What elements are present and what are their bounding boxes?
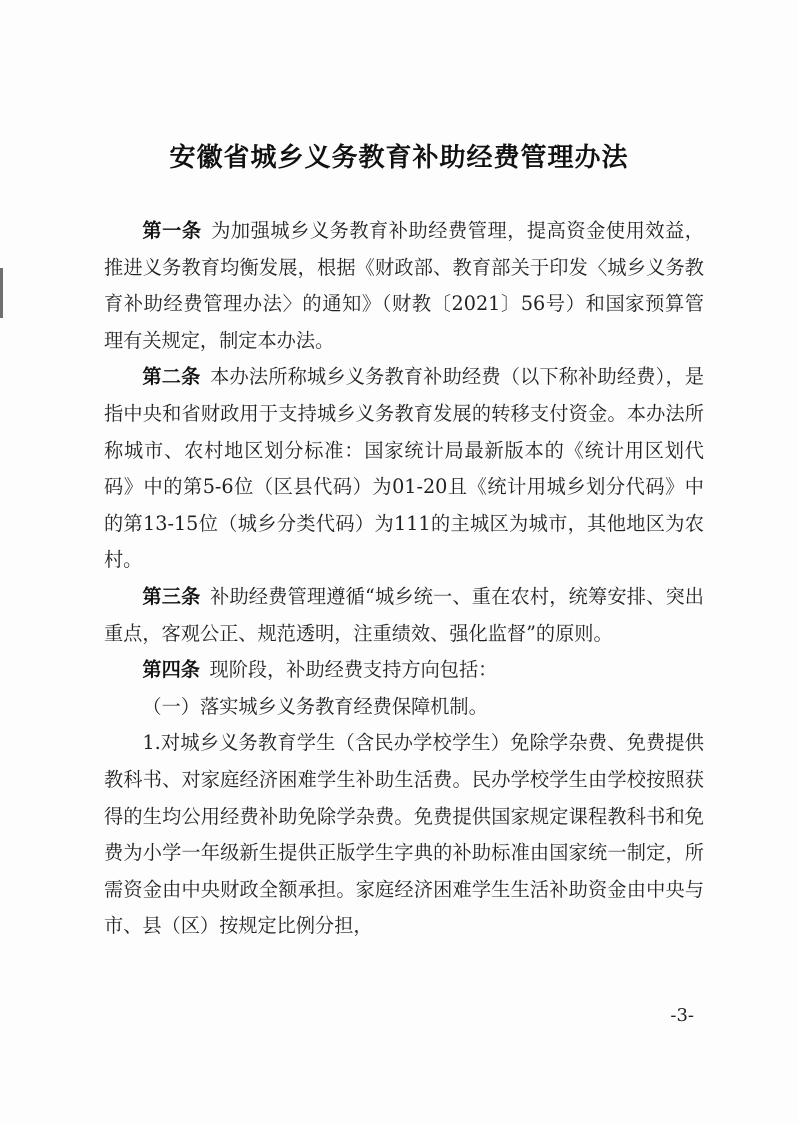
- document-body: [104, 213, 704, 945]
- scan-edge-mark: [0, 268, 3, 318]
- article-4-text: 现阶段，补助经费支持方向包括：: [209, 658, 498, 682]
- article-4: [104, 652, 704, 689]
- article-1-text: 为加强城乡义务教育补助经费管理，提高资金使用效益，推进义务教育均衡发展，根据《财政部、教育部关于印发〈城乡义务教育补助经费管理办法〉的通知》（财教〔2021〕56号）和国家预算管理有关规定，制定本办法。: [104, 219, 704, 352]
- section-1-text: （一）落实城乡义务教育经费保障机制。: [142, 694, 488, 718]
- article-2-heading: 第二条: [142, 365, 201, 389]
- article-3: [104, 579, 704, 652]
- article-3-text: 补助经费管理遵循“城乡统一、重在农村，统筹安排、突出重点，客观公正、规范透明，注重绩效、强化监督”的原则。: [104, 584, 704, 645]
- article-2: [104, 359, 704, 579]
- item-1: [104, 725, 704, 945]
- item-1-text: 1.对城乡义务教育学生（含民办学校学生）免除学杂费、免费提供教科书、对家庭经济困难学生补助生活费。民办学校学生由学校按照获得的生均公用经费补助免除学杂费。免费提供国家规定课程教科书和免费为小学一年级新生提供正版学生字典的补助标准由国家统一制定，所需资金由中央财政全额承担。家庭经济困难学生生活补助资金由中央与市、县（区）按规定比例分担，: [104, 731, 704, 938]
- document-title: 安徽省城乡义务教育补助经费管理办法: [169, 143, 629, 173]
- article-1-heading: 第一条: [142, 219, 202, 242]
- section-1-heading: [104, 689, 704, 726]
- article-3-heading: 第三条: [142, 584, 201, 608]
- article-2-text: 本办法所称城乡义务教育补助经费（以下称补助经费），是指中央和省财政用于支持城乡义务教育发展的转移支付资金。本办法所称城市、农村地区划分标准：国家统计局最新版本的《统计用区划代码》中的第5-6位（区县代码）为01-20且《统计用城乡划分代码》中的第13-15位（城乡分类代码）为111的主城区为城市，其他地区为农村。: [104, 365, 705, 572]
- article-4-heading: 第四条: [142, 658, 200, 682]
- article-1: [104, 213, 704, 359]
- page-number: -3-: [670, 1005, 694, 1026]
